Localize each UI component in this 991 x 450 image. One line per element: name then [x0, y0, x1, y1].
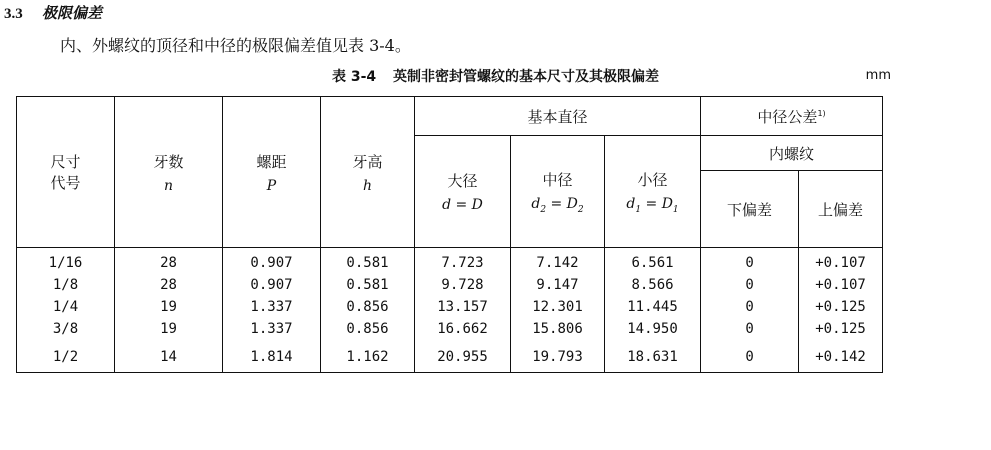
header-upper-deviation: 上偏差	[799, 171, 883, 248]
intro-paragraph: 内、外螺纹的顶径和中径的极限偏差值见表 3-4。	[60, 36, 411, 55]
table-caption	[0, 66, 991, 86]
header-pitch: 螺距 P	[223, 97, 321, 248]
table-number: 表 3-4	[331, 69, 377, 85]
footnote-marker: 1)	[817, 108, 826, 118]
header-basic-diameter: 基本直径	[415, 97, 701, 136]
header-size: 尺寸 代号	[17, 97, 115, 248]
table-row: 1/16 28 0.907 0.581 7.723 7.142 6.561 0 +0.107	[17, 248, 883, 275]
header-lower-deviation: 下偏差	[701, 171, 799, 248]
section-number: 3.3	[4, 6, 23, 22]
table-row: 1/4 19 1.337 0.856 13.157 12.301 11.445 0 +0.125	[17, 296, 883, 318]
header-internal-thread: 内螺纹	[701, 136, 883, 171]
table-row: 1/8 28 0.907 0.581 9.728 9.147 8.566 0 +0.107	[17, 274, 883, 296]
header-pitch-tolerance: 中径公差$^{1)}$	[701, 97, 883, 136]
header-thread-height: 牙高 h	[321, 97, 415, 248]
header-tpi: 牙数 n	[115, 97, 223, 248]
section-heading	[4, 2, 102, 23]
table-row: 1/2 14 1.814 1.162 20.955 19.793 18.631 0 +0.142	[17, 340, 883, 373]
table-title: 英制非密封管螺纹的基本尺寸及其极限偏差	[393, 69, 660, 85]
table-row: 3/8 19 1.337 0.856 16.662 15.806 14.950 0 +0.125	[17, 318, 883, 340]
header-major-diameter: 大径 d = D	[415, 136, 511, 248]
header-minor-diameter: 小径 $d_1 = D_1$	[605, 136, 701, 248]
header-pitch-diameter: 中径 $d_2 = D_2$	[511, 136, 605, 248]
section-title: 极限偏差	[41, 4, 102, 22]
thread-dimension-table	[16, 96, 883, 373]
unit-label: mm	[865, 68, 891, 83]
